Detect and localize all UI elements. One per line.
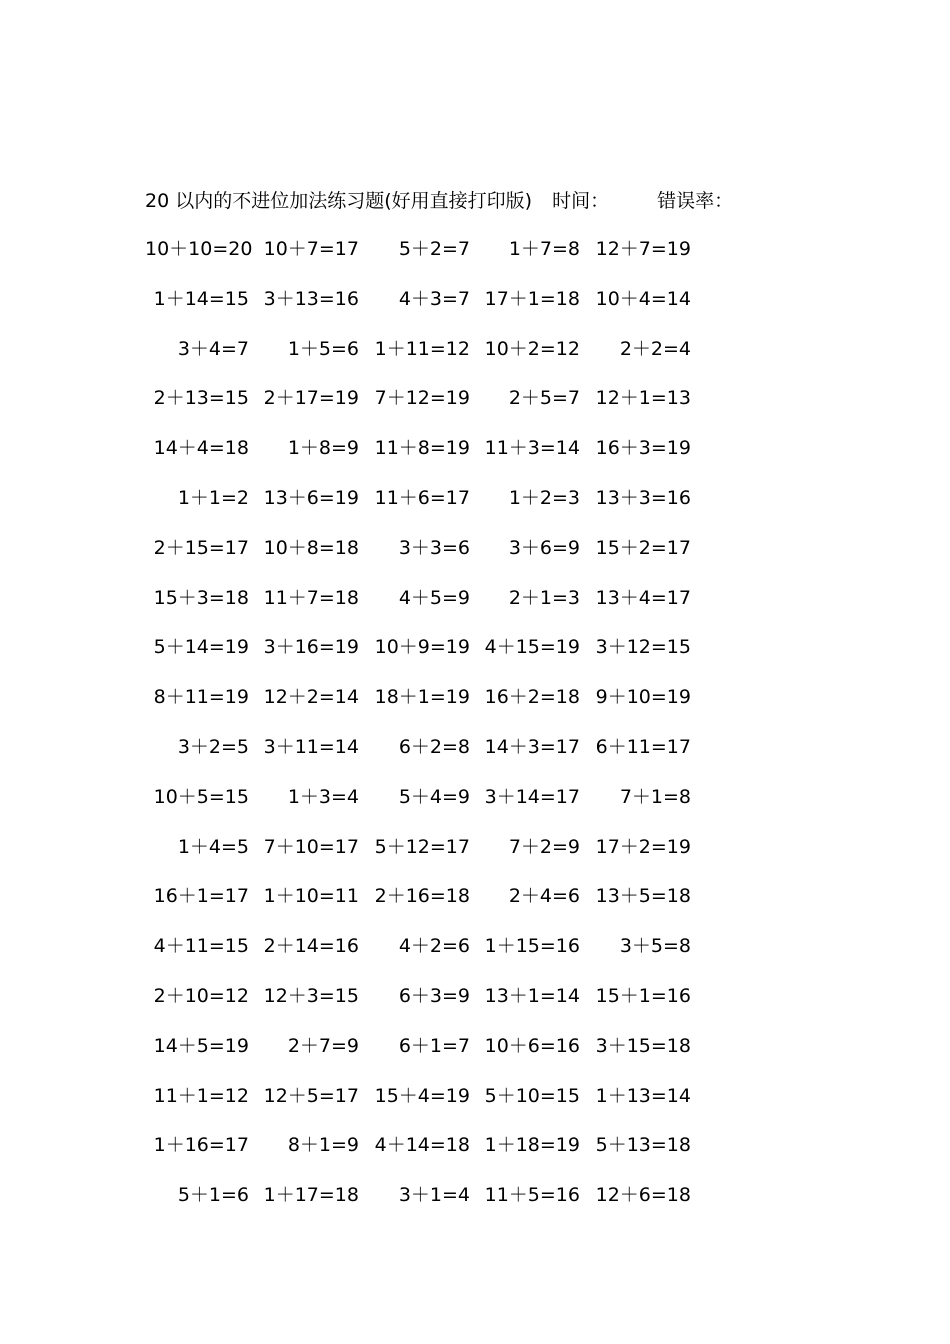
addition-problem: 12＋6=18 [595, 1184, 691, 1207]
addition-problem: 9＋10=19 [595, 686, 691, 709]
addition-problem: 3＋12=15 [595, 636, 691, 659]
addition-problem: 16＋1=17 [153, 885, 249, 908]
addition-problem: 3＋3=6 [398, 536, 470, 559]
addition-problem: 7＋10=17 [263, 835, 359, 858]
problem-row [145, 533, 705, 583]
addition-problem: 5＋2=7 [398, 238, 470, 260]
addition-problem: 8＋1=9 [287, 1134, 359, 1157]
error-rate-label: 错误率： [657, 190, 734, 212]
addition-problem: 16＋3=19 [595, 437, 691, 460]
addition-problem: 1＋13=14 [595, 1084, 691, 1107]
addition-problem: 3＋11=14 [263, 735, 359, 758]
addition-problem: 11＋7=18 [263, 586, 359, 609]
worksheet-title: 20 以内的不进位加法练习题(好用直接打印版) [145, 190, 533, 212]
addition-problem: 18＋1=19 [374, 686, 470, 709]
problem-row [145, 732, 705, 782]
addition-problem: 13＋1=14 [484, 984, 580, 1007]
addition-problem: 1＋16=17 [153, 1134, 249, 1157]
addition-problem: 7＋12=19 [374, 387, 470, 410]
worksheet-header [145, 186, 733, 216]
addition-problem: 14＋3=17 [484, 735, 580, 758]
addition-problem: 11＋8=19 [374, 437, 470, 460]
time-label: 时间： [552, 190, 610, 212]
problem-row [145, 234, 705, 284]
addition-problem: 2＋13=15 [153, 387, 249, 410]
addition-problem: 2＋17=19 [263, 387, 359, 410]
problem-row [145, 981, 705, 1031]
addition-problem: 13＋3=16 [595, 486, 691, 509]
addition-problem: 14＋4=18 [153, 437, 249, 460]
problem-row [145, 1031, 705, 1081]
addition-problem: 1＋11=12 [374, 337, 470, 360]
addition-problem: 4＋3=7 [398, 287, 470, 310]
problem-row [145, 1081, 705, 1131]
addition-problem: 10＋5=15 [153, 785, 249, 808]
addition-problem: 13＋6=19 [263, 486, 359, 509]
addition-problem: 11＋3=14 [484, 437, 580, 460]
problem-row [145, 334, 705, 384]
addition-problem: 6＋1=7 [398, 1034, 470, 1057]
addition-problem: 10＋6=16 [484, 1034, 580, 1057]
addition-problem: 10＋9=19 [374, 636, 470, 659]
addition-problem: 15＋1=16 [595, 984, 691, 1007]
addition-problem: 10＋7=17 [263, 238, 359, 260]
addition-problem: 11＋6=17 [374, 486, 470, 509]
addition-problem: 11＋5=16 [484, 1184, 580, 1207]
addition-problem: 1＋15=16 [484, 935, 580, 958]
problem-grid [145, 234, 705, 1230]
addition-problem: 10＋8=18 [263, 536, 359, 559]
addition-problem: 2＋14=16 [263, 935, 359, 958]
problem-row [145, 881, 705, 931]
addition-problem: 7＋2=9 [508, 835, 580, 858]
addition-problem: 10＋4=14 [595, 287, 691, 310]
addition-problem: 3＋13=16 [263, 287, 359, 310]
addition-problem: 6＋11=17 [595, 735, 691, 758]
addition-problem: 1＋5=6 [287, 337, 359, 360]
addition-problem: 2＋7=9 [287, 1034, 359, 1057]
problem-row [145, 284, 705, 334]
addition-problem: 12＋1=13 [595, 387, 691, 410]
problem-row [145, 583, 705, 633]
addition-problem: 5＋12=17 [374, 835, 470, 858]
addition-problem: 11＋1=12 [153, 1084, 249, 1107]
addition-problem: 1＋3=4 [287, 785, 359, 808]
addition-problem: 3＋16=19 [263, 636, 359, 659]
problem-row [145, 782, 705, 832]
addition-problem: 2＋4=6 [508, 885, 580, 908]
addition-problem: 12＋5=17 [263, 1084, 359, 1107]
addition-problem: 1＋4=5 [177, 835, 249, 858]
addition-problem: 1＋14=15 [153, 287, 249, 310]
problem-row [145, 931, 705, 981]
problem-row [145, 832, 705, 882]
addition-problem: 4＋2=6 [398, 935, 470, 958]
addition-problem: 1＋8=9 [287, 437, 359, 460]
addition-problem: 6＋2=8 [398, 735, 470, 758]
addition-problem: 4＋11=15 [153, 935, 249, 958]
addition-problem: 5＋13=18 [595, 1134, 691, 1157]
addition-problem: 5＋4=9 [398, 785, 470, 808]
addition-problem: 8＋11=19 [153, 686, 249, 709]
addition-problem: 17＋1=18 [484, 287, 580, 310]
addition-problem: 1＋1=2 [177, 486, 249, 509]
addition-problem: 13＋5=18 [595, 885, 691, 908]
addition-problem: 5＋14=19 [153, 636, 249, 659]
addition-problem: 4＋5=9 [398, 586, 470, 609]
addition-problem: 10＋10=20 [145, 238, 253, 260]
addition-problem: 2＋2=4 [619, 337, 691, 360]
addition-problem: 14＋5=19 [153, 1034, 249, 1057]
problem-row [145, 1180, 705, 1230]
addition-problem: 12＋2=14 [263, 686, 359, 709]
addition-problem: 13＋4=17 [595, 586, 691, 609]
problem-row [145, 632, 705, 682]
addition-problem: 10＋2=12 [484, 337, 580, 360]
addition-problem: 15＋4=19 [374, 1084, 470, 1107]
addition-problem: 2＋10=12 [153, 984, 249, 1007]
addition-problem: 12＋3=15 [263, 984, 359, 1007]
addition-problem: 3＋2=5 [177, 735, 249, 758]
addition-problem: 7＋1=8 [619, 785, 691, 808]
addition-problem: 3＋6=9 [508, 536, 580, 559]
addition-problem: 6＋3=9 [398, 984, 470, 1007]
problem-row [145, 682, 705, 732]
problem-row [145, 1130, 705, 1180]
addition-problem: 4＋14=18 [374, 1134, 470, 1157]
addition-problem: 1＋2=3 [508, 486, 580, 509]
addition-problem: 3＋5=8 [619, 935, 691, 958]
addition-problem: 4＋15=19 [484, 636, 580, 659]
addition-problem: 17＋2=19 [595, 835, 691, 858]
addition-problem: 3＋1=4 [398, 1184, 470, 1207]
addition-problem: 1＋18=19 [484, 1134, 580, 1157]
addition-problem: 3＋14=17 [484, 785, 580, 808]
addition-problem: 5＋10=15 [484, 1084, 580, 1107]
addition-problem: 2＋5=7 [508, 387, 580, 410]
addition-problem: 3＋15=18 [595, 1034, 691, 1057]
addition-problem: 3＋4=7 [177, 337, 249, 360]
addition-problem: 2＋16=18 [374, 885, 470, 908]
problem-row [145, 433, 705, 483]
addition-problem: 15＋3=18 [153, 586, 249, 609]
addition-problem: 16＋2=18 [484, 686, 580, 709]
addition-problem: 1＋17=18 [263, 1184, 359, 1207]
addition-problem: 5＋1=6 [177, 1184, 249, 1207]
addition-problem: 12＋7=19 [595, 238, 691, 260]
problem-row [145, 383, 705, 433]
addition-problem: 2＋15=17 [153, 536, 249, 559]
problem-row [145, 483, 705, 533]
addition-problem: 1＋10=11 [263, 885, 359, 908]
addition-problem: 2＋1=3 [508, 586, 580, 609]
addition-problem: 15＋2=17 [595, 536, 691, 559]
addition-problem: 1＋7=8 [508, 238, 580, 260]
